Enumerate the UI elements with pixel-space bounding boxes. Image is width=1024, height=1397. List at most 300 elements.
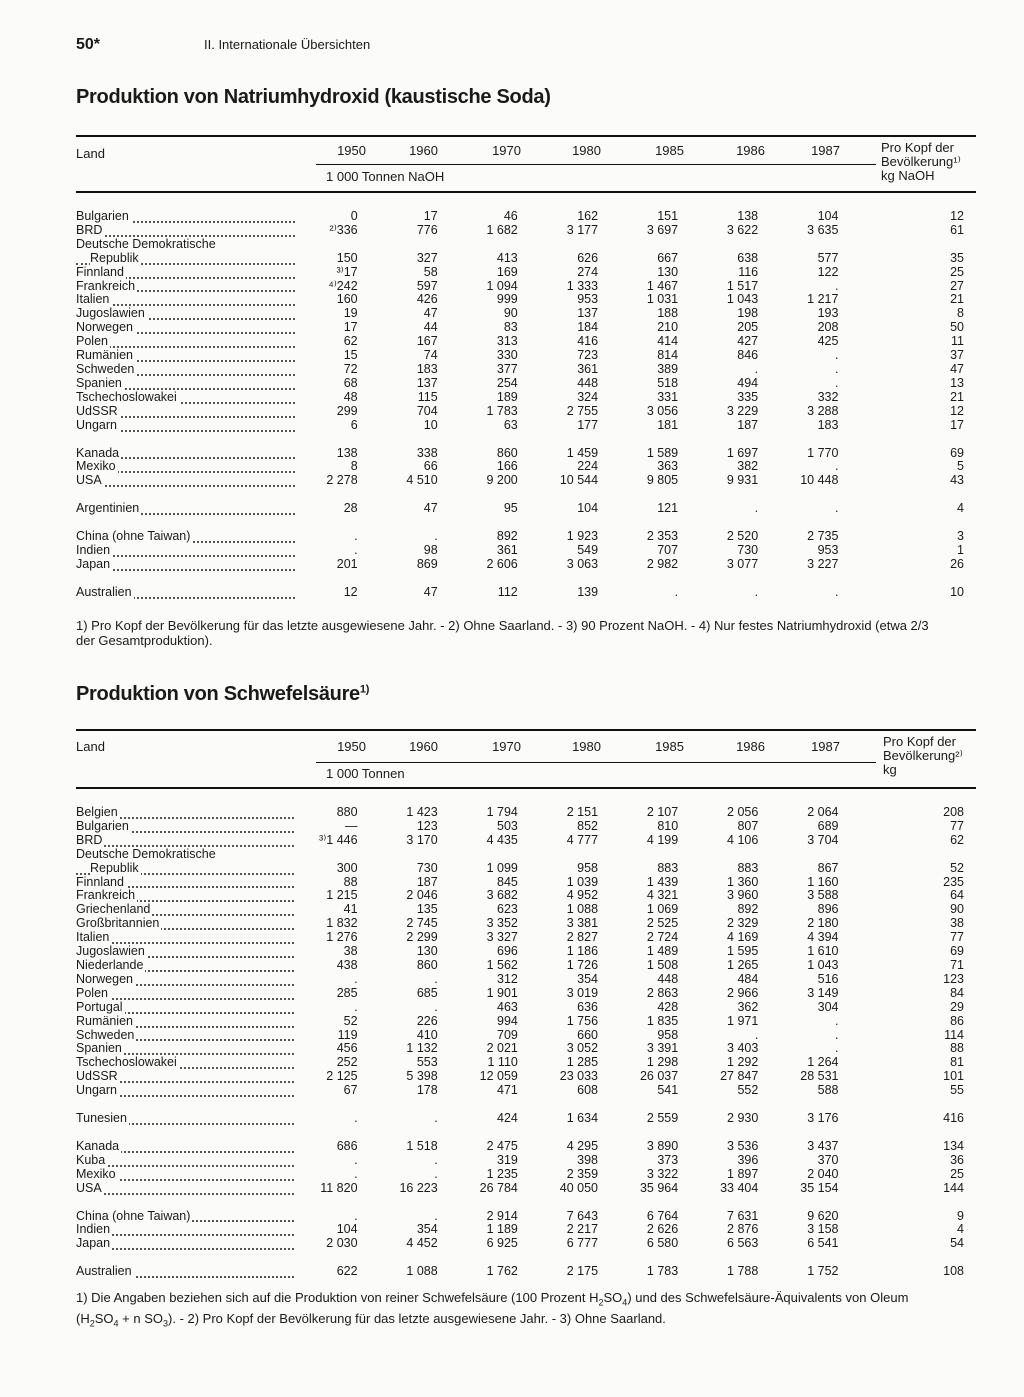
- per-capita-cell: 55: [950, 1083, 964, 1098]
- value-cell-1960: 137: [416, 375, 438, 390]
- value-cell-1987: 304: [817, 999, 839, 1014]
- value-cell-1980: 3 019: [566, 985, 599, 1000]
- value-cell-1986: 427: [737, 334, 759, 349]
- value-cell-1985: [598, 238, 678, 252]
- value-cell-1986: 3 960: [727, 888, 759, 903]
- country-cell: [76, 474, 301, 488]
- per-capita-cell: 11: [951, 334, 964, 349]
- table-row: [76, 945, 1024, 959]
- table-row: [76, 1001, 1024, 1015]
- per-capita-cell: 69: [950, 445, 964, 460]
- value-cell-1986: 138: [737, 209, 759, 223]
- value-cell-1985: 541: [657, 1083, 679, 1098]
- value-cell-1985: 1 031: [646, 292, 679, 307]
- value-cell-1980: 4 777: [566, 832, 599, 847]
- value-cell-1985: 1 467: [646, 278, 679, 293]
- value-cell-1986: 7 631: [727, 1208, 759, 1223]
- value-cell-1950: 104: [336, 1222, 358, 1237]
- per-capita-cell: 235: [943, 874, 964, 889]
- value-cell-1980: 3 063: [566, 556, 599, 571]
- value-cell-1950: .: [354, 1152, 358, 1167]
- value-cell-1980: 1 285: [566, 1055, 599, 1070]
- value-cell-1980: 23 033: [559, 1069, 599, 1084]
- value-cell-1987: 2 735: [807, 529, 839, 544]
- value-cell-1986: 2 056: [727, 805, 759, 819]
- country-name: Italien: [76, 293, 110, 307]
- value-cell-1960: 130: [416, 944, 438, 959]
- value-cell-1950: .: [354, 971, 358, 986]
- per-capita-cell: 61: [950, 222, 964, 237]
- per-capita-cell: 47: [950, 361, 964, 376]
- value-cell-1980: 2 217: [566, 1222, 599, 1237]
- country-cell: [76, 1140, 300, 1154]
- country-cell: [76, 335, 301, 349]
- value-cell-1970: 1 762: [486, 1264, 518, 1279]
- table2-year-4: 1985: [655, 739, 684, 754]
- value-cell-1960: 597: [416, 278, 438, 293]
- per-capita-cell: 12: [950, 403, 964, 418]
- value-cell-1985: 3 890: [646, 1138, 679, 1153]
- value-cell-1986: 205: [737, 320, 759, 335]
- value-cell-1987: 193: [817, 306, 839, 321]
- value-cell-1985: 9 805: [646, 473, 679, 488]
- value-cell-1986: 846: [737, 348, 759, 363]
- value-cell-1986: 27 847: [720, 1069, 759, 1084]
- value-cell-1980: 40 050: [559, 1180, 599, 1195]
- table2-body: [76, 806, 1024, 1279]
- value-cell-1960: 776: [416, 222, 438, 237]
- table-row: [76, 474, 1024, 488]
- country-name: Australien: [76, 1265, 132, 1279]
- table1-perhead-header: [881, 141, 961, 183]
- value-cell-1980: 4 295: [566, 1138, 599, 1153]
- value-cell-1950: 38: [343, 944, 358, 959]
- table2-title: [76, 683, 369, 706]
- per-capita-cell: 8: [957, 306, 964, 321]
- value-cell-1950: .: [354, 529, 358, 544]
- country-name: Belgien: [76, 806, 118, 819]
- table1-perhead-unit: kg NaOH: [881, 168, 935, 183]
- value-cell-1986: .: [754, 361, 759, 376]
- value-cell-1960: 1 518: [406, 1138, 438, 1153]
- value-cell-1950: ³⁾17: [336, 264, 358, 279]
- table-row: [76, 1029, 1024, 1043]
- country-name: Tschechoslowakei: [76, 1056, 177, 1070]
- value-cell-1960: 426: [416, 292, 438, 307]
- value-cell-1970: 1 094: [486, 278, 518, 293]
- table-row: [76, 363, 1024, 377]
- value-cell-1987: 28 531: [800, 1069, 839, 1084]
- value-cell-1980: 139: [577, 584, 599, 599]
- value-cell-1950: 2 125: [326, 1069, 358, 1084]
- value-cell-1985: 1 835: [646, 1013, 679, 1028]
- value-cell-1970: 1 783: [486, 403, 518, 418]
- value-cell-1980: 958: [577, 860, 599, 875]
- group-spacer: [76, 1098, 1024, 1112]
- table2-year-6: 1987: [811, 739, 840, 754]
- per-capita-cell: 101: [943, 1069, 964, 1084]
- table-row: [76, 903, 1024, 917]
- country-name: Frankreich: [76, 889, 136, 903]
- country-cell: [76, 447, 301, 461]
- value-cell-1970: 994: [497, 1013, 518, 1028]
- table-row: [76, 1182, 1024, 1196]
- value-cell-1987: 10 448: [800, 473, 839, 488]
- value-cell-1950: .: [354, 999, 358, 1014]
- value-cell-1985: 814: [657, 348, 679, 363]
- country-name: Deutsche Demokratische: [76, 847, 216, 861]
- fn2-a: 1) Die Angaben beziehen sich auf die Produktion von reiner Schwefelsäure (100 Prozent H: [76, 1290, 599, 1305]
- value-cell-1980: 104: [577, 501, 599, 516]
- value-cell-1987: 122: [817, 264, 839, 279]
- value-cell-1960: [358, 238, 438, 252]
- value-cell-1950: 160: [336, 292, 358, 307]
- value-cell-1970: 254: [496, 375, 518, 390]
- value-cell-1960: .: [434, 1152, 438, 1167]
- group-spacer: [76, 1126, 1024, 1140]
- value-cell-1950: 138: [336, 445, 358, 460]
- country-name: Kuba: [76, 1153, 106, 1167]
- country-cell: [76, 544, 301, 558]
- value-cell-1960: 4 452: [406, 1236, 438, 1251]
- table-row: [76, 307, 1024, 321]
- country-name: Bulgarien: [76, 819, 129, 833]
- table2-year-3: 1980: [572, 739, 601, 754]
- table2-year-2: 1970: [492, 739, 521, 754]
- country-cell: [76, 252, 301, 266]
- country-name: Indien: [76, 544, 111, 558]
- value-cell-1970: 709: [497, 1027, 518, 1042]
- value-cell-1950: 41: [343, 902, 358, 917]
- table1-title: Produktion von Natriumhydroxid (kaustische Soda): [76, 86, 551, 108]
- value-cell-1986: 1 897: [727, 1166, 759, 1181]
- value-cell-1986: 2 966: [727, 985, 759, 1000]
- value-cell-1985: 2 863: [646, 985, 679, 1000]
- value-cell-1986: 4 169: [727, 930, 759, 945]
- value-cell-1986: 3 536: [727, 1138, 759, 1153]
- value-cell-1950: 1 276: [326, 930, 358, 945]
- table-row: [76, 224, 1024, 238]
- value-cell-1970: 63: [503, 417, 518, 432]
- value-cell-1980: 660: [577, 1027, 599, 1042]
- country-name: Niederlande: [76, 958, 144, 972]
- per-capita-cell: 1: [957, 543, 964, 558]
- value-cell-1970: 95: [503, 501, 518, 516]
- table1-year-3: 1980: [572, 143, 601, 158]
- table-row: [76, 1042, 1024, 1056]
- table-row: [76, 210, 1024, 224]
- value-cell-1985: 35 964: [639, 1180, 679, 1195]
- value-cell-1970: 1 235: [486, 1166, 518, 1181]
- table2-perhead-unit: kg: [883, 762, 897, 777]
- value-cell-1980: 1 186: [566, 944, 599, 959]
- table-row: [76, 1265, 1024, 1279]
- table2-title-text: Produktion von Schwefelsäure: [76, 683, 360, 705]
- fn2-b: SO: [603, 1290, 623, 1305]
- value-cell-1980: 636: [577, 999, 599, 1014]
- country-cell: [76, 1029, 300, 1043]
- country-cell: [76, 1223, 300, 1237]
- value-cell-1986: 6 563: [727, 1236, 759, 1251]
- value-cell-1950: 6: [350, 417, 358, 432]
- table2-footnote-line2: [76, 1311, 986, 1332]
- country-name: Indien: [76, 1223, 111, 1237]
- country-cell: [76, 558, 301, 572]
- value-cell-1970: 623: [497, 902, 518, 917]
- country-name: UdSSR: [76, 404, 118, 418]
- per-capita-cell: 29: [950, 999, 964, 1014]
- value-cell-1985: 414: [657, 334, 679, 349]
- country-cell: [76, 1084, 300, 1098]
- table-row: [76, 447, 1024, 461]
- value-cell-1987: 6 541: [807, 1236, 839, 1251]
- value-cell-1980: 1 459: [566, 445, 599, 460]
- value-cell-1987: 425: [817, 334, 839, 349]
- table1-footnote: [76, 618, 986, 648]
- country-cell: [76, 210, 301, 224]
- value-cell-1985: 389: [657, 361, 679, 376]
- value-cell-1980: 953: [577, 292, 599, 307]
- value-cell-1960: 47: [423, 501, 438, 516]
- table1-year-0: 1950: [337, 143, 366, 158]
- value-cell-1950: .: [354, 543, 358, 558]
- per-capita-cell: 86: [950, 1013, 964, 1028]
- value-cell-1960: 327: [416, 250, 438, 265]
- per-capita-cell: 27: [950, 278, 964, 293]
- country-name: Kanada: [76, 446, 120, 460]
- table-row: [76, 1084, 1024, 1098]
- per-capita-cell: 36: [950, 1152, 964, 1167]
- value-cell-1970: 6 925: [486, 1236, 518, 1251]
- country-name: UdSSR: [76, 1070, 118, 1084]
- value-cell-1986: 116: [738, 264, 759, 279]
- value-cell-1987: 588: [817, 1083, 839, 1098]
- value-cell-1960: 58: [423, 264, 438, 279]
- value-cell-1987: 1 264: [807, 1055, 839, 1070]
- value-cell-1985: 518: [657, 375, 679, 390]
- value-cell-1986: 1 265: [727, 957, 759, 972]
- value-cell-1960: 115: [417, 389, 438, 404]
- value-cell-1986: 552: [737, 1083, 759, 1098]
- value-cell-1985: 1 783: [646, 1264, 679, 1279]
- value-cell-1987: 1 043: [807, 957, 839, 972]
- country-cell: [76, 460, 301, 474]
- value-cell-1970: 312: [497, 971, 518, 986]
- country-cell: [76, 820, 300, 834]
- table-row: [76, 335, 1024, 349]
- value-cell-1986: 9 931: [726, 473, 759, 488]
- value-cell-1986: 335: [737, 389, 759, 404]
- value-cell-1980: 324: [577, 389, 599, 404]
- value-cell-1960: 410: [416, 1027, 438, 1042]
- fn2-d: (H: [76, 1310, 90, 1326]
- value-cell-1986: .: [754, 501, 759, 516]
- value-cell-1960: 16 223: [399, 1180, 438, 1195]
- value-cell-1987: 3 227: [807, 556, 839, 571]
- per-capita-cell: 35: [950, 250, 964, 265]
- value-cell-1987: .: [834, 361, 839, 376]
- table2-year-1: 1960: [409, 739, 438, 754]
- country-cell: [76, 293, 301, 307]
- value-cell-1986: 2 520: [726, 529, 759, 544]
- value-cell-1980: 354: [577, 971, 599, 986]
- value-cell-1987: 3 288: [807, 403, 839, 418]
- section-title: II. Internationale Übersichten: [204, 37, 371, 52]
- value-cell-1980: 2 827: [566, 930, 599, 945]
- value-cell-1987: .: [834, 278, 839, 293]
- per-capita-cell: 81: [950, 1055, 964, 1070]
- value-cell-1980: 1 333: [566, 278, 599, 293]
- country-cell: [76, 363, 301, 377]
- group-spacer: [76, 488, 1024, 502]
- country-name: Japan: [76, 1237, 111, 1251]
- value-cell-1950: 201: [336, 556, 358, 571]
- value-cell-1950: 686: [336, 1138, 358, 1153]
- value-cell-1950: —: [345, 818, 358, 833]
- table-row: [76, 889, 1024, 903]
- value-cell-1970: 463: [497, 999, 518, 1014]
- per-capita-cell: 13: [950, 375, 964, 390]
- table-row: [76, 530, 1024, 544]
- value-cell-1970: 90: [503, 306, 518, 321]
- country-cell: [76, 1237, 300, 1251]
- table-row: [76, 349, 1024, 363]
- per-capita-cell: 62: [950, 832, 964, 847]
- value-cell-1986: [678, 238, 758, 252]
- value-cell-1985: 3 391: [646, 1041, 679, 1056]
- value-cell-1970: 166: [496, 459, 518, 474]
- table-row: [76, 1015, 1024, 1029]
- value-cell-1960: 553: [416, 1055, 438, 1070]
- table1-land-header: Land: [76, 146, 105, 161]
- table-row: [76, 876, 1024, 890]
- country-name: Tunesien: [76, 1112, 127, 1126]
- country-name: Jugoslawien: [76, 307, 145, 321]
- table-row: [76, 987, 1024, 1001]
- value-cell-1980: 361: [577, 361, 599, 376]
- country-cell: [76, 848, 300, 862]
- country-cell: [76, 903, 300, 917]
- value-cell-1980: 1 634: [566, 1111, 599, 1126]
- value-cell-1960: 685: [416, 985, 438, 1000]
- value-cell-1986: 484: [737, 971, 759, 986]
- value-cell-1970: 1 189: [486, 1222, 518, 1237]
- value-cell-1970: 112: [497, 584, 518, 599]
- table-row: [76, 1168, 1024, 1182]
- value-cell-1987: 35 154: [800, 1180, 839, 1195]
- country-name: USA: [76, 474, 102, 488]
- value-cell-1980: 4 952: [566, 888, 599, 903]
- value-cell-1980: 1 088: [566, 902, 599, 917]
- table1-header-rule: [76, 191, 976, 193]
- value-cell-1970: [438, 238, 518, 252]
- value-cell-1950: 438: [336, 957, 358, 972]
- table-row: [76, 1154, 1024, 1168]
- table-row: [76, 862, 1024, 876]
- per-capita-cell: 5: [957, 459, 964, 474]
- value-cell-1985: 3 322: [646, 1166, 679, 1181]
- country-cell: [76, 1042, 300, 1056]
- value-cell-1960: 354: [416, 1222, 438, 1237]
- value-cell-1986: 638: [737, 250, 759, 265]
- value-cell-1985: 331: [657, 389, 679, 404]
- table-row: [76, 502, 1024, 516]
- country-name: Finnland: [76, 875, 124, 889]
- per-capita-cell: [838, 238, 1024, 252]
- value-cell-1970: 361: [496, 543, 518, 558]
- table-row: [76, 586, 1024, 600]
- table-row: [76, 419, 1024, 433]
- country-cell: [76, 834, 300, 848]
- value-cell-1970: 2 606: [486, 556, 518, 571]
- per-capita-cell: 4: [957, 501, 964, 516]
- value-cell-1986: 1 697: [726, 445, 759, 460]
- value-cell-1980: 224: [577, 459, 599, 474]
- value-cell-1950: 52: [343, 1013, 358, 1028]
- value-cell-1960: 2 745: [406, 916, 438, 931]
- country-cell: [76, 1265, 300, 1279]
- value-cell-1980: 137: [577, 306, 599, 321]
- leader-dots: [76, 845, 294, 847]
- value-cell-1980: 626: [577, 250, 599, 265]
- country-name: Frankreich: [76, 279, 136, 293]
- per-capita-cell: 88: [950, 1041, 964, 1056]
- value-cell-1980: 3 381: [566, 916, 599, 931]
- value-cell-1950: .: [354, 1111, 358, 1126]
- value-cell-1985: 130: [657, 264, 679, 279]
- country-name: Italien: [76, 931, 110, 945]
- value-cell-1985: 3 697: [646, 222, 679, 237]
- country-name: Tschechoslowakei: [76, 390, 177, 404]
- value-cell-1960: 167: [416, 334, 438, 349]
- value-cell-1986: 1 360: [727, 874, 759, 889]
- value-cell-1987: .: [834, 459, 839, 474]
- fn2-f: + n SO: [118, 1310, 163, 1326]
- value-cell-1980: [518, 238, 598, 252]
- country-cell: [76, 224, 301, 238]
- value-cell-1950: ³⁾1 446: [319, 832, 358, 847]
- per-capita-cell: 37: [950, 348, 964, 363]
- value-cell-1970: 503: [497, 818, 518, 833]
- value-cell-1987: .: [834, 348, 839, 363]
- value-cell-1985: 1 489: [646, 944, 679, 959]
- value-cell-1950: [301, 238, 358, 252]
- value-cell-1970: 46: [503, 209, 518, 223]
- table-row: [76, 1210, 1024, 1224]
- value-cell-1985: 210: [657, 320, 679, 335]
- value-cell-1980: 3 052: [566, 1041, 599, 1056]
- table-row: [76, 973, 1024, 987]
- table2-perhead-line1: Pro Kopf der: [883, 734, 956, 749]
- table-row: [76, 917, 1024, 931]
- fn2-sub-a: 2: [598, 1297, 604, 1308]
- fn2-c: ) und des Schwefelsäure-Äquivalents von Oleum: [627, 1290, 909, 1305]
- value-cell-1985: 2 559: [646, 1111, 679, 1126]
- value-cell-1980: 3 177: [566, 222, 599, 237]
- table2-footnote-line1: [76, 1290, 986, 1311]
- country-cell: [76, 1001, 300, 1015]
- value-cell-1960: 47: [423, 306, 438, 321]
- table-row: [76, 834, 1024, 848]
- country-name: Großbritannien: [76, 917, 160, 931]
- country-cell: [76, 1015, 300, 1029]
- value-cell-1987: 3 158: [807, 1222, 839, 1237]
- value-cell-1986: 494: [737, 375, 759, 390]
- value-cell-1970: 319: [497, 1152, 518, 1167]
- table-row: [76, 1237, 1024, 1251]
- per-capita-cell: 64: [950, 888, 964, 903]
- value-cell-1980: 448: [577, 375, 599, 390]
